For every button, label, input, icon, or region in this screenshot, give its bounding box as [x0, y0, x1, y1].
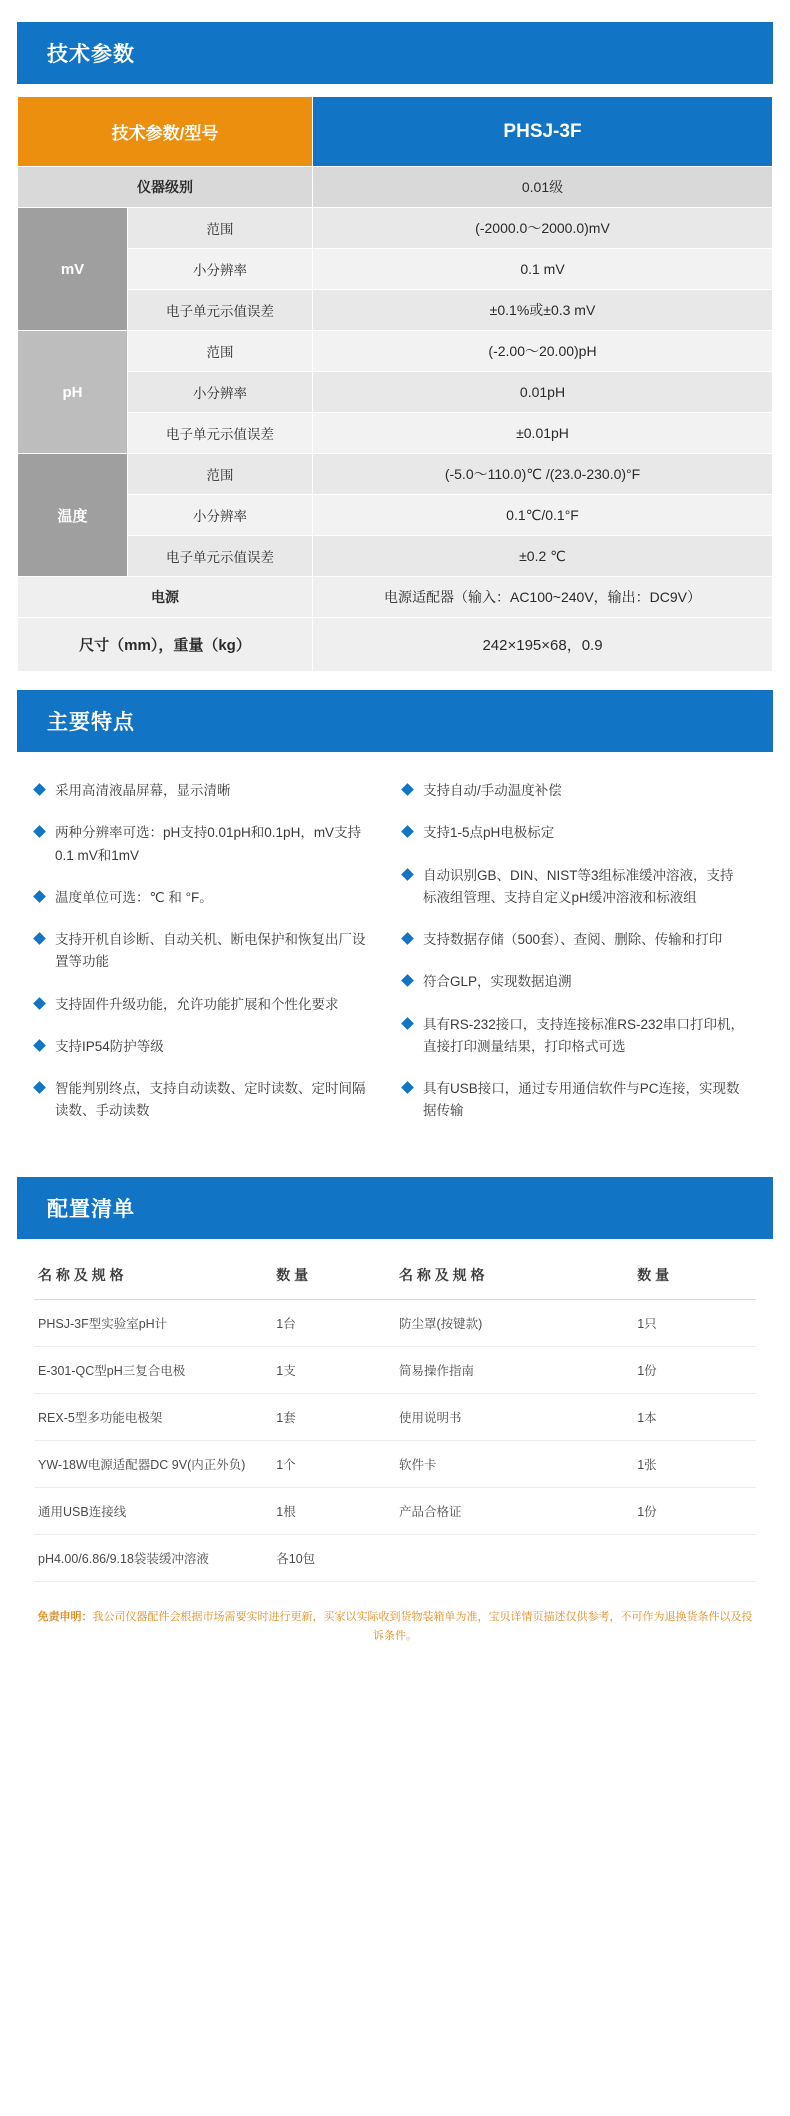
diamond-bullet-icon: [401, 1081, 414, 1094]
config-col-header: 名 称 及 规 格: [34, 1253, 272, 1300]
spec-size-label: 尺寸（mm），重量（kg）: [18, 618, 313, 672]
config-col-header: 数 量: [272, 1253, 395, 1300]
spec-group-name: 温度: [18, 454, 128, 577]
table-row: [34, 1299, 756, 1346]
diamond-bullet-icon: [33, 1081, 46, 1094]
config-table-wrapper: [34, 1253, 756, 1582]
spec-row-label: 电子单元示值误差: [128, 290, 313, 331]
spec-table: [17, 96, 773, 672]
config-cell: 软件卡: [395, 1440, 633, 1487]
config-cell: PHSJ-3F型实验室pH计: [34, 1299, 272, 1346]
list-item: [35, 822, 377, 867]
feature-text: 支持1-5点pH电极标定: [423, 825, 555, 841]
config-cell: pH4.00/6.86/9.18袋装缓冲溶液: [34, 1534, 272, 1581]
spec-row-value: ±0.2 ℃: [313, 536, 773, 577]
list-item: [403, 1014, 745, 1059]
spec-size-value: 242×195×68，0.9: [313, 618, 773, 672]
feature-text: 两种分辨率可选：pH支持0.01pH和0.1pH，mV支持0.1 mV和1mV: [55, 825, 362, 863]
section-header-features: 主要特点: [17, 690, 773, 752]
feature-text: 自动识别GB、DIN、NIST等3组标准缓冲溶液，支持标液组管理、支持自定义pH缓冲溶液和标液组: [423, 867, 734, 905]
feature-text: 温度单位可选：℃ 和 °F。: [55, 889, 213, 905]
table-row: [18, 249, 773, 290]
diamond-bullet-icon: [401, 825, 414, 838]
table-row: [18, 413, 773, 454]
table-row: [18, 372, 773, 413]
config-col-header: 数 量: [633, 1253, 756, 1300]
config-cell: E-301-QC型pH三复合电极: [34, 1346, 272, 1393]
features-list: [17, 770, 773, 1159]
list-item: [403, 971, 745, 993]
feature-text: 智能判别终点，支持自动读数、定时读数、定时间隔读数、手动读数: [55, 1081, 366, 1119]
spec-header-model: PHSJ-3F: [313, 97, 773, 167]
spec-grade-label: 仪器级别: [18, 167, 313, 208]
config-cell: 简易操作指南: [395, 1346, 633, 1393]
table-row: [18, 454, 773, 495]
feature-text: 支持固件升级功能，允许功能扩展和个性化要求: [55, 996, 339, 1012]
spec-row-label: 电子单元示值误差: [128, 536, 313, 577]
disclaimer: [34, 1608, 756, 1648]
section-header-config: 配置清单: [17, 1177, 773, 1239]
config-cell: 1只: [633, 1299, 756, 1346]
spec-power-value: 电源适配器（输入：AC100~240V，输出：DC9V）: [313, 577, 773, 618]
table-row: [18, 208, 773, 249]
diamond-bullet-icon: [33, 890, 46, 903]
spec-row-label: 电子单元示值误差: [128, 413, 313, 454]
list-item: [403, 780, 745, 802]
list-item: [35, 1036, 377, 1058]
feature-text: 支持开机自诊断、自动关机、断电保护和恢复出厂设置等功能: [55, 932, 366, 970]
config-cell: 1个: [272, 1440, 395, 1487]
list-item: [403, 1078, 745, 1123]
spec-row-label: 范围: [128, 331, 313, 372]
feature-text: 具有USB接口，通过专用通信软件与PC连接，实现数据传输: [423, 1081, 740, 1119]
list-item: [35, 1078, 377, 1123]
section-header-spec: 技术参数: [17, 22, 773, 84]
config-cell: 1份: [633, 1346, 756, 1393]
spec-row-value: 0.01pH: [313, 372, 773, 413]
diamond-bullet-icon: [401, 932, 414, 945]
feature-text: 支持IP54防护等级: [55, 1038, 164, 1054]
disclaimer-prefix: 免责申明：: [37, 1610, 93, 1623]
spec-row-value: (-2000.0～2000.0)mV: [313, 208, 773, 249]
table-row: [34, 1346, 756, 1393]
diamond-bullet-icon: [33, 1039, 46, 1052]
spec-group-name: mV: [18, 208, 128, 331]
config-cell: YW-18W电源适配器DC 9V(内正外负): [34, 1440, 272, 1487]
spec-row-label: 范围: [128, 454, 313, 495]
table-row: [18, 495, 773, 536]
spec-row-label: 小分辨率: [128, 372, 313, 413]
diamond-bullet-icon: [401, 783, 414, 796]
diamond-bullet-icon: [401, 868, 414, 881]
config-cell: REX-5型多功能电极架: [34, 1393, 272, 1440]
diamond-bullet-icon: [33, 932, 46, 945]
table-row: [18, 290, 773, 331]
spec-power-label: 电源: [18, 577, 313, 618]
spec-row-value: 0.1℃/0.1°F: [313, 495, 773, 536]
config-cell: 1支: [272, 1346, 395, 1393]
config-cell: 1根: [272, 1487, 395, 1534]
spec-group-name: pH: [18, 331, 128, 454]
spec-row-value: ±0.1%或±0.3 mV: [313, 290, 773, 331]
table-row: [18, 97, 773, 167]
table-row: [18, 331, 773, 372]
table-row: [34, 1487, 756, 1534]
spec-row-value: (-2.00～20.00)pH: [313, 331, 773, 372]
diamond-bullet-icon: [33, 783, 46, 796]
spec-grade-value: 0.01级: [313, 167, 773, 208]
list-item: [35, 780, 377, 802]
spec-row-label: 小分辨率: [128, 495, 313, 536]
config-col-header: 名 称 及 规 格: [395, 1253, 633, 1300]
table-row: [18, 618, 773, 672]
list-item: [403, 929, 745, 951]
diamond-bullet-icon: [401, 1017, 414, 1030]
list-item: [403, 822, 745, 844]
table-row: [34, 1440, 756, 1487]
config-cell: [395, 1534, 633, 1581]
features-column-right: [395, 780, 763, 1143]
table-row: [34, 1393, 756, 1440]
diamond-bullet-icon: [33, 997, 46, 1010]
config-cell: 1张: [633, 1440, 756, 1487]
disclaimer-text: 我公司仪器配件会根据市场需要实时进行更新，买家以实际收到货物装箱单为准，宝贝详情页描述仅供参考，不可作为退换货条件以及投诉条件。: [92, 1610, 753, 1643]
spec-table-wrapper: [17, 96, 773, 672]
config-cell: 各10包: [272, 1534, 395, 1581]
config-cell: [633, 1534, 756, 1581]
features-column-left: [27, 780, 395, 1143]
list-item: [35, 994, 377, 1016]
config-cell: 通用USB连接线: [34, 1487, 272, 1534]
table-row: [18, 577, 773, 618]
list-item: [403, 865, 745, 910]
diamond-bullet-icon: [401, 974, 414, 987]
config-cell: 1份: [633, 1487, 756, 1534]
config-cell: 1本: [633, 1393, 756, 1440]
spec-row-value: 0.1 mV: [313, 249, 773, 290]
product-detail-page: [0, 22, 790, 1671]
config-cell: 产品合格证: [395, 1487, 633, 1534]
config-cell: 1套: [272, 1393, 395, 1440]
config-cell: 使用说明书: [395, 1393, 633, 1440]
spec-row-label: 小分辨率: [128, 249, 313, 290]
spec-row-value: ±0.01pH: [313, 413, 773, 454]
feature-text: 支持自动/手动温度补偿: [423, 783, 562, 798]
diamond-bullet-icon: [33, 825, 46, 838]
feature-text: 具有RS-232接口，支持连接标准RS-232串口打印机，直接打印测量结果，打印格式可选: [423, 1016, 745, 1054]
table-row: [18, 536, 773, 577]
config-table: [34, 1253, 756, 1582]
spec-row-value: (-5.0～110.0)℃ /(23.0-230.0)°F: [313, 454, 773, 495]
feature-text: 符合GLP，实现数据追溯: [423, 974, 572, 990]
list-item: [35, 929, 377, 974]
list-item: [35, 887, 377, 909]
table-header-row: [34, 1253, 756, 1300]
config-cell: 1台: [272, 1299, 395, 1346]
config-cell: 防尘罩(按键款): [395, 1299, 633, 1346]
table-row: [34, 1534, 756, 1581]
table-row: [18, 167, 773, 208]
spec-row-label: 范围: [128, 208, 313, 249]
spec-header-left: 技术参数/型号: [18, 97, 313, 167]
feature-text: 支持数据存储（500套）、查阅、删除、传输和打印: [423, 932, 723, 948]
feature-text: 采用高清液晶屏幕，显示清晰: [55, 783, 231, 798]
